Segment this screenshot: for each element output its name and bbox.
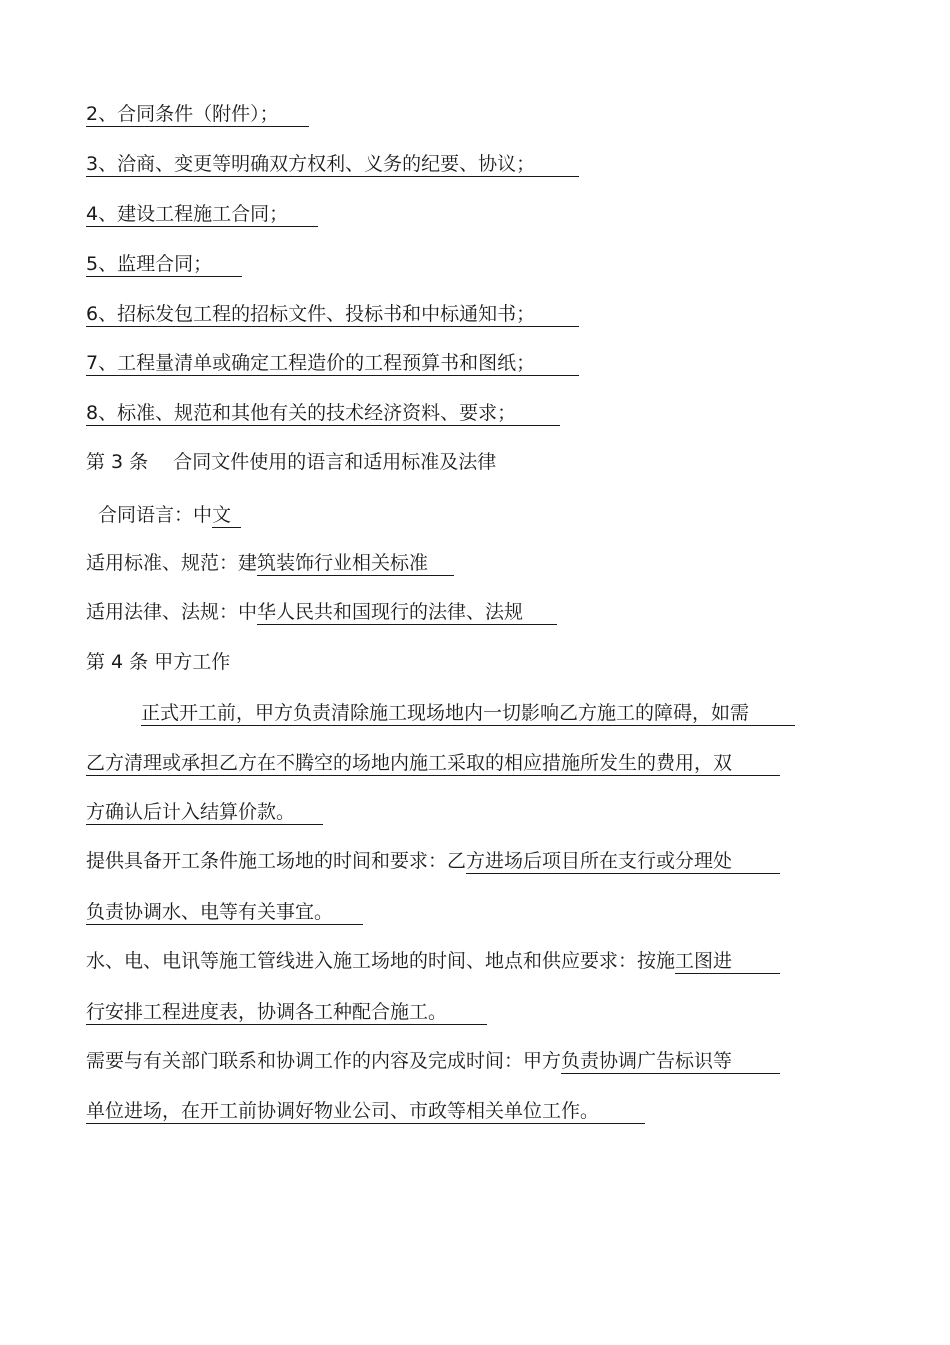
paragraph-text: 乙方清理或承担乙方在不腾空的场地内施工采取的相应措施所发生的费用，双: [86, 751, 780, 776]
item-text: 5、监理合同；: [86, 252, 242, 277]
utility-supply-row-1: [86, 948, 780, 974]
site-provision-row-2: [86, 899, 363, 925]
contract-item-3: [86, 151, 579, 177]
utility-supply-row-2: [86, 999, 487, 1025]
contract-item-6: [86, 301, 579, 327]
utility-supply-label: 水、电、电讯等施工管线进入施工场地的时间、地点和供应要求：按施: [86, 950, 676, 972]
language-label: 合同语言：中: [98, 504, 213, 526]
site-provision-value: 负责协调水、电等有关事宜。: [86, 900, 363, 925]
coordination-value: 单位进场，在开工前协调好物业公司、市政等相关单位工作。: [86, 1099, 645, 1124]
coordination-value: 负责协调广告标识等: [561, 1049, 780, 1074]
article-heading: 第 3 条 合同文件使用的语言和适用标准及法律: [86, 451, 497, 473]
item-text: 6、招标发包工程的招标文件、投标书和中标通知书；: [86, 302, 579, 327]
coordination-row-2: [86, 1098, 645, 1124]
contract-item-7: [86, 350, 579, 376]
item-text: 2、合同条件（附件）；: [86, 102, 309, 127]
law-label: 适用法律、法规：中: [86, 601, 258, 623]
item-text: 8、标准、规范和其他有关的技术经济资料、要求；: [86, 401, 560, 426]
site-provision-value: 方进场后项目所在支行或分理处: [466, 849, 780, 874]
standard-value: 筑装饰行业相关标准: [257, 551, 454, 576]
item-text: 3、洽商、变更等明确双方权利、义务的纪要、协议；: [86, 152, 579, 177]
law-value: 华人民共和国现行的法律、法规: [257, 600, 557, 625]
coordination-label: 需要与有关部门联系和协调工作的内容及完成时间：甲方: [86, 1050, 562, 1072]
site-provision-row-1: [86, 848, 780, 874]
utility-supply-value: 行安排工程进度表，协调各工种配合施工。: [86, 1000, 487, 1025]
party-a-clearance-para-line-3: [86, 799, 323, 825]
utility-supply-value: 工图进: [675, 949, 780, 974]
applicable-standard-row: [86, 550, 454, 576]
article-heading: 第 4 条 甲方工作: [86, 651, 231, 673]
article-4-title: [86, 649, 230, 675]
contract-item-2: [86, 101, 309, 127]
standard-label: 适用标准、规范：建: [86, 552, 258, 574]
item-text: 4、建设工程施工合同；: [86, 202, 318, 227]
contract-item-5: [86, 251, 242, 277]
paragraph-text: 方确认后计入结算价款。: [86, 800, 323, 825]
language-value: 文: [212, 503, 241, 528]
party-a-clearance-para-line-1: [141, 700, 795, 726]
article-3-title: [86, 449, 496, 475]
contract-item-8: [86, 400, 560, 426]
coordination-row-1: [86, 1048, 780, 1074]
paragraph-text: 正式开工前，甲方负责清除施工现场地内一切影响乙方施工的障碍，如需: [141, 701, 795, 726]
party-a-clearance-para-line-2: [86, 750, 780, 776]
contract-item-4: [86, 201, 318, 227]
contract-language-row: [98, 502, 241, 528]
site-provision-label: 提供具备开工条件施工场地的时间和要求：乙: [86, 850, 467, 872]
applicable-law-row: [86, 599, 557, 625]
item-text: 7、工程量清单或确定工程造价的工程预算书和图纸；: [86, 351, 579, 376]
